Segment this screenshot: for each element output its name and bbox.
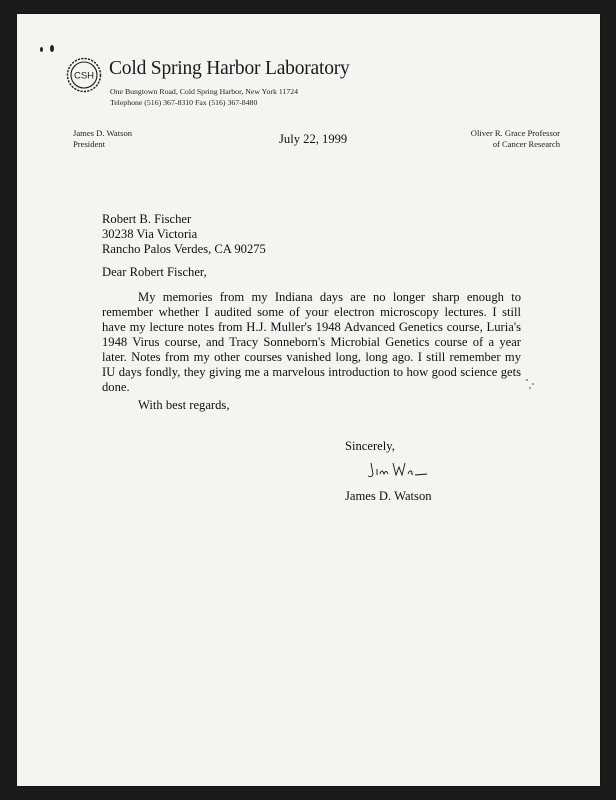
organization-name: Cold Spring Harbor Laboratory xyxy=(109,58,350,79)
professorship-line2: of Cancer Research xyxy=(492,139,560,149)
signer-name: James D. Watson xyxy=(345,489,432,503)
handwritten-signature xyxy=(367,460,429,480)
paper-speck xyxy=(532,383,534,385)
ink-speck xyxy=(50,45,54,52)
recipient-street: 30238 Via Victoria xyxy=(102,227,198,241)
paper-speck xyxy=(529,387,531,389)
recipient-city-state-zip: Rancho Palos Verdes, CA 90275 xyxy=(102,242,266,256)
closing-line: Sincerely, xyxy=(345,439,395,453)
sender-title: President xyxy=(73,139,105,149)
letter-date: July 22, 1999 xyxy=(279,132,348,146)
recipient-name: Robert B. Fischer xyxy=(102,212,192,226)
csh-seal-logo xyxy=(66,57,102,93)
professorship-line1: Oliver R. Grace Professor xyxy=(470,128,560,138)
logo-monogram: CSH xyxy=(73,70,95,82)
letter-page xyxy=(17,14,600,786)
regards-line: With best regards, xyxy=(138,398,230,412)
paper-speck xyxy=(526,379,528,381)
salutation: Dear Robert Fischer, xyxy=(102,265,207,279)
letterhead-phone-fax: Telephone (516) 367-8310 Fax (516) 367-8480 xyxy=(110,98,258,107)
letterhead-address: One Bungtown Road, Cold Spring Harbor, New York 11724 xyxy=(110,87,299,96)
letter-body-paragraph: My memories from my Indiana days are no longer sharp enough to remember whether I audited some of your electron microscopy lectures. I still have my lecture notes from H.J. Muller's 1948 Advanced Genetics course, Luria's 1948 Virus course, and Tracy Sonneborn's Microbial Genetics course of a year later. Notes from my other courses vanished long, long ago. I still remember my IU days fondly, they giving me a marvelous introduction to how good science gets done. xyxy=(102,290,521,394)
ink-speck xyxy=(40,47,43,52)
sender-name: James D. Watson xyxy=(73,128,133,138)
